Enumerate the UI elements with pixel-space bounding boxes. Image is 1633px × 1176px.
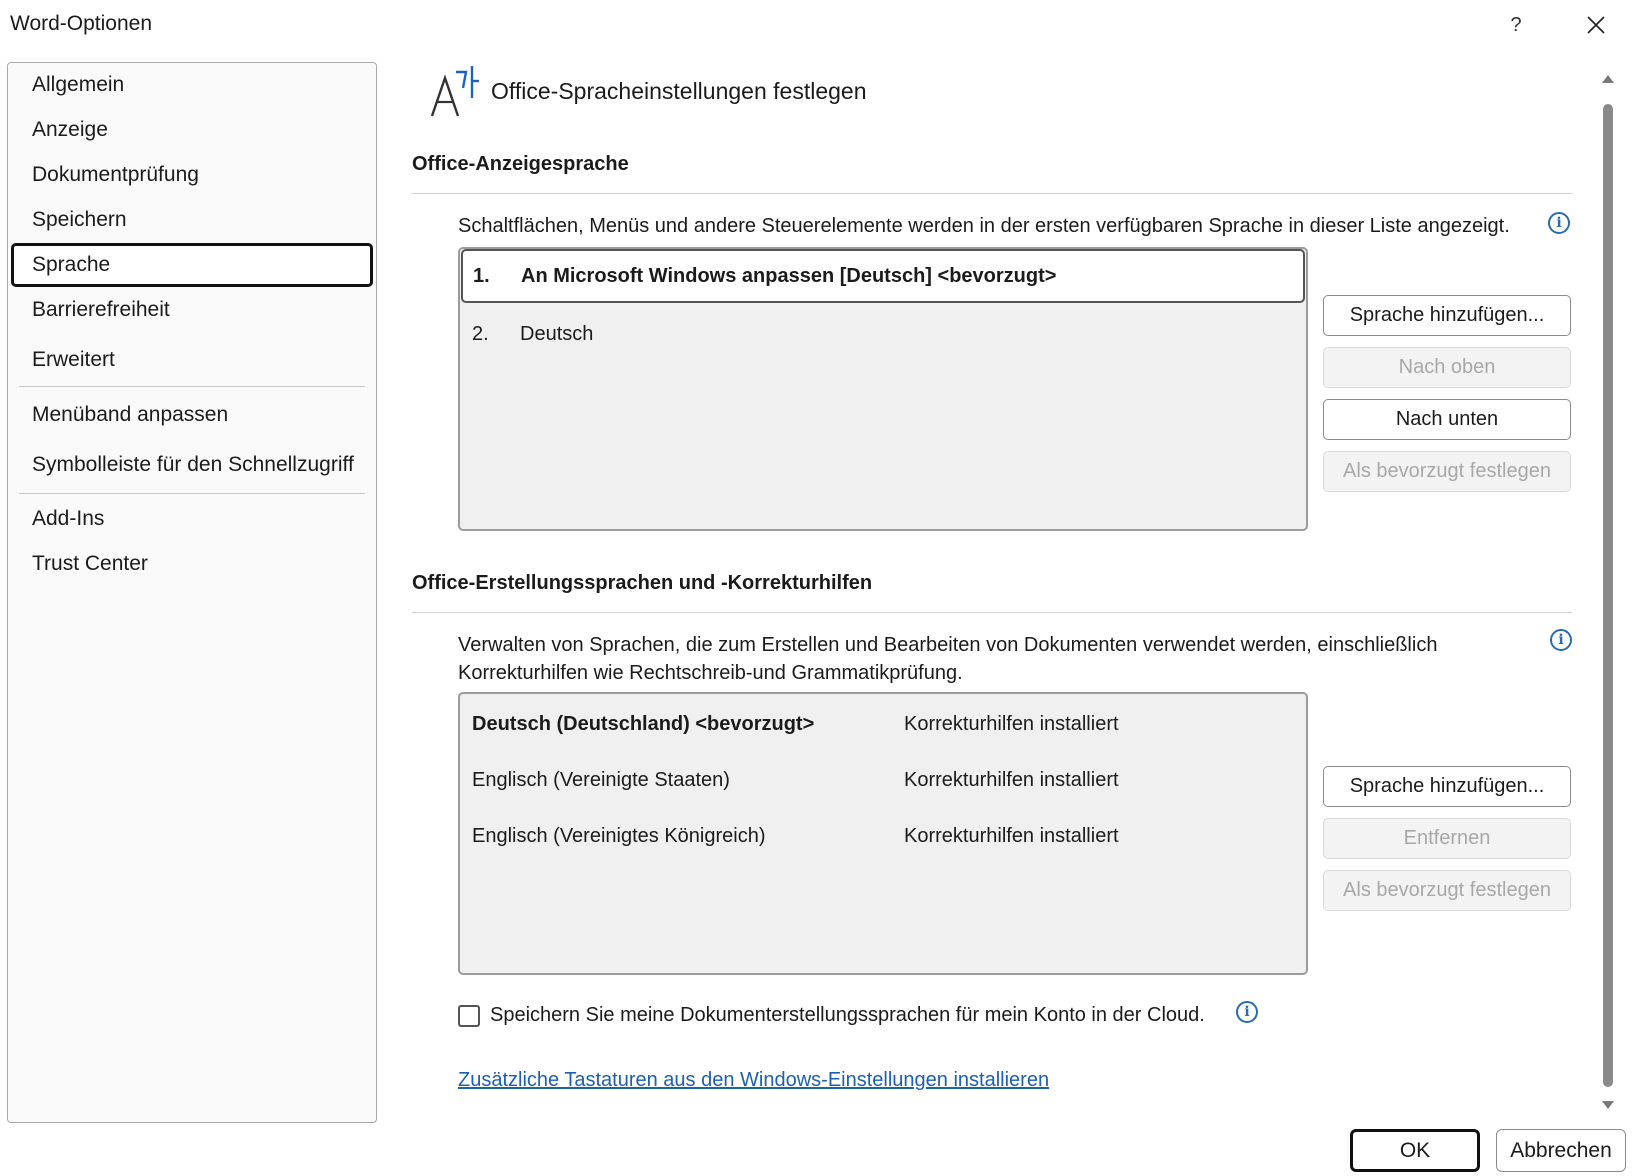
sidebar-item-symbolleiste[interactable]: Symbolleiste für den Schnellzugriff	[32, 453, 354, 476]
proofing-status: Korrekturhilfen installiert	[904, 712, 1119, 735]
sidebar-item-add-ins[interactable]: Add-Ins	[32, 507, 105, 530]
scroll-up-button[interactable]	[1598, 68, 1618, 88]
display-language-list[interactable]	[458, 247, 1308, 531]
display-language-item[interactable]	[461, 249, 1305, 303]
install-keyboards-link[interactable]: Zusätzliche Tastaturen aus den Windows-Einstellungen installieren	[458, 1069, 1050, 1091]
language-icon	[428, 64, 482, 120]
window-title: Word-Optionen	[10, 12, 153, 35]
authoring-language-row[interactable]	[472, 764, 1119, 796]
sidebar-item-sprache[interactable]: Sprache	[11, 243, 373, 287]
close-button[interactable]	[1578, 8, 1614, 42]
move-down-button[interactable]: Nach unten	[1323, 399, 1571, 440]
close-icon	[1587, 16, 1605, 34]
section-divider	[412, 193, 1572, 194]
language-name: Deutsch (Deutschland) <bevorzugt>	[472, 712, 815, 735]
scroll-down-button[interactable]	[1598, 1096, 1618, 1116]
item-label: Deutsch	[520, 322, 594, 345]
ok-button[interactable]: OK	[1350, 1129, 1480, 1172]
item-number: 1.	[473, 264, 490, 287]
info-icon[interactable]: i	[1548, 212, 1570, 234]
sidebar-item-dokumentpruefung[interactable]: Dokumentprüfung	[32, 163, 199, 186]
sidebar-item-menueband[interactable]: Menüband anpassen	[32, 403, 229, 426]
language-name: Englisch (Vereinigte Staaten)	[472, 768, 730, 791]
sidebar-item-barrierefreiheit[interactable]: Barrierefreiheit	[32, 298, 170, 321]
cloud-save-checkbox[interactable]	[458, 1005, 480, 1027]
item-number: 2.	[472, 322, 489, 345]
sidebar-divider	[19, 493, 365, 494]
authoring-language-row[interactable]	[472, 708, 1119, 740]
authoring-language-list[interactable]	[458, 692, 1308, 975]
info-icon[interactable]: i	[1236, 1001, 1258, 1023]
authoring-description-line2: Korrekturhilfen wie Rechtschreib-und Grammatikprüfung.	[458, 662, 963, 684]
sidebar-item-allgemein[interactable]: Allgemein	[32, 73, 125, 96]
info-icon[interactable]: i	[1550, 629, 1572, 651]
sidebar-item-speichern[interactable]: Speichern	[32, 208, 127, 231]
display-language-item[interactable]	[472, 316, 593, 352]
sidebar-item-erweitert[interactable]: Erweitert	[32, 348, 115, 371]
caret-up-icon	[1600, 72, 1616, 84]
language-name: Englisch (Vereinigtes Königreich)	[472, 824, 766, 847]
set-preferred-display-button[interactable]: Als bevorzugt festlegen	[1323, 451, 1571, 492]
display-language-section-title: Office-Anzeigesprache	[412, 153, 629, 175]
sidebar-divider	[19, 386, 365, 387]
remove-language-button[interactable]: Entfernen	[1323, 818, 1571, 859]
scrollbar-thumb[interactable]	[1603, 104, 1613, 1087]
move-up-button[interactable]: Nach oben	[1323, 347, 1571, 388]
cancel-button[interactable]: Abbrechen	[1496, 1129, 1626, 1172]
add-authoring-language-button[interactable]: Sprache hinzufügen...	[1323, 766, 1571, 807]
authoring-language-row[interactable]	[472, 820, 1119, 852]
caret-down-icon	[1600, 1100, 1616, 1112]
item-label: An Microsoft Windows anpassen [Deutsch] <bevorzugt>	[521, 264, 1057, 287]
proofing-status: Korrekturhilfen installiert	[904, 768, 1119, 791]
add-display-language-button[interactable]: Sprache hinzufügen...	[1323, 295, 1571, 336]
authoring-description-line1: Verwalten von Sprachen, die zum Erstellen und Bearbeiten von Dokumenten verwendet werden, einschließlich	[458, 634, 1438, 656]
display-language-description: Schaltflächen, Menüs und andere Steuerelemente werden in der ersten verfügbaren Sprache in dieser Liste angezeigt.	[458, 215, 1510, 237]
sidebar-item-trust-center[interactable]: Trust Center	[32, 552, 148, 575]
authoring-section-title: Office-Erstellungssprachen und -Korrekturhilfen	[412, 572, 873, 594]
help-button[interactable]: ?	[1510, 13, 1522, 36]
set-preferred-authoring-button[interactable]: Als bevorzugt festlegen	[1323, 870, 1571, 911]
sidebar-item-anzeige[interactable]: Anzeige	[32, 118, 108, 141]
cloud-save-label[interactable]: Speichern Sie meine Dokumenterstellungssprachen für mein Konto in der Cloud.	[490, 1004, 1205, 1026]
options-sidebar	[7, 62, 377, 1123]
page-title: Office-Spracheinstellungen festlegen	[491, 78, 867, 104]
proofing-status: Korrekturhilfen installiert	[904, 824, 1119, 847]
section-divider	[412, 612, 1572, 613]
